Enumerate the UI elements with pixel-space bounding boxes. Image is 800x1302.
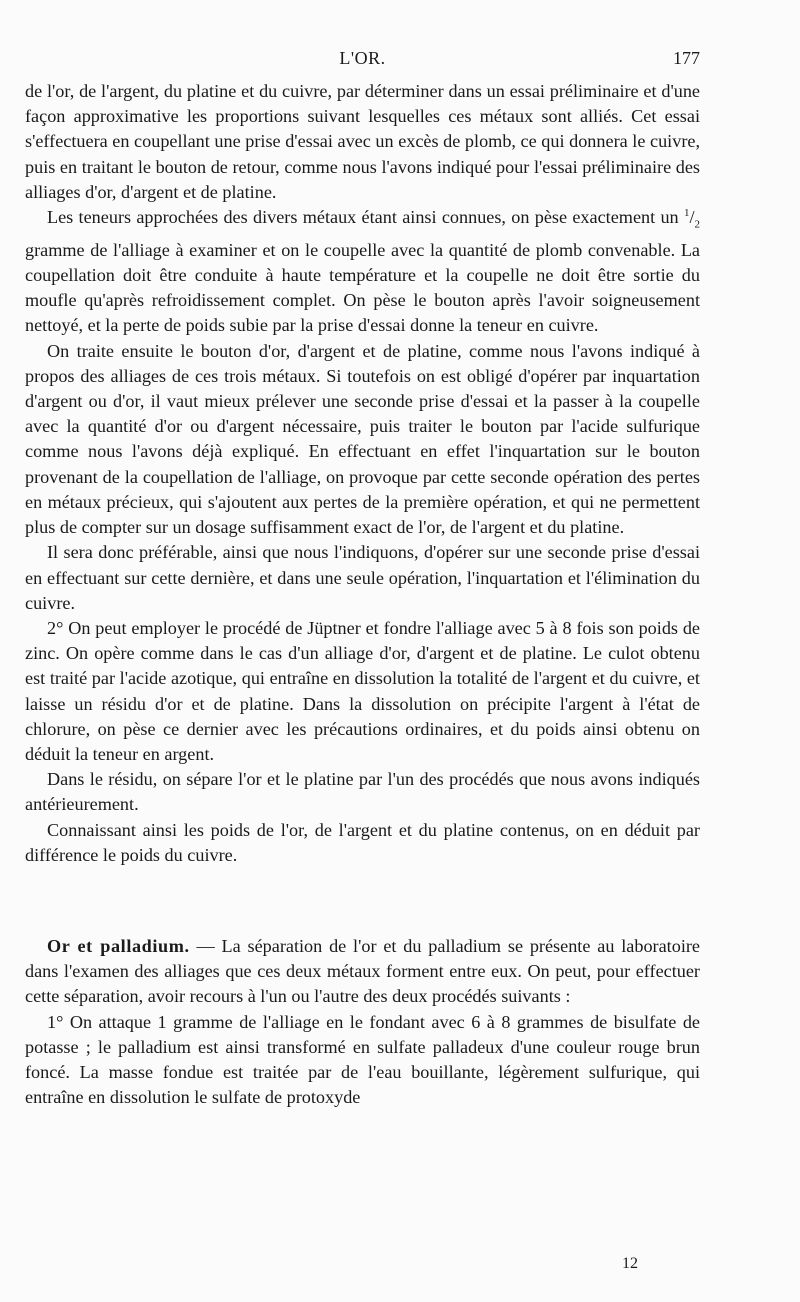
- fraction-numerator: 1: [683, 206, 690, 219]
- page-number: 177: [673, 48, 700, 68]
- paragraph-bisulfate: 1° On attaque 1 gramme de l'alliage en le fondant avec 6 à 8 grammes de bisulfate de potasse ; le palladium est ainsi transformé en sulfate palladeux d'une couleur rouge brun foncé. La masse fondue est traitée par de l'eau bouillante, légèrement sulfurique, qui entraîne en dissolution le sulfate de protoxyde: [25, 1011, 700, 1108]
- paragraph-preferable: Il sera donc préférable, ainsi que nous l'indiquons, d'opérer sur une seconde prise d'essai en effectuant sur cette dernière, et dans une seule opération, l'inquartation et l'élimination du cuivre.: [25, 542, 700, 613]
- paragraph-bouton: On traite ensuite le bouton d'or, d'argent et de platine, comme nous l'avons indiqué à propos des alliages de ces trois métaux. Si toutefois on est obligé d'opérer par inquartation d'argent ou d'or, il vaut mieux prélever une seconde prise d'essai et la passer à la coupelle avec la quantité d'or ou d'argent nécessaire, puis traiter le bouton par l'acide sulfurique comme nous l'avons déjà expliqué. En effectuant en effet l'inquartation sur le bouton provenant de la coupellation de l'alliage, on provoque par cette seconde opération des pertes en métaux précieux, qui s'ajoutent aux pertes de la première opération, et qui ne permettent plus de compter sur un dosage suffisamment exact de l'or, de l'argent et du platine.: [25, 340, 700, 538]
- paragraph-residu: Dans le résidu, on sépare l'or et le platine par l'un des procédés que nous avons indiqués antérieurement.: [25, 769, 700, 815]
- section-heading: Or et palladium.: [47, 935, 190, 956]
- running-title: L'OR.: [339, 48, 386, 68]
- paragraph-palladium-text: La séparation de l'or et du palladium se présente au laboratoire dans l'examen des alliages que ces deux métaux forment entre eux. On peut, pour effectuer cette séparation, avoir recours à l'un ou l'autre des deux procédés suivants :: [25, 935, 701, 1007]
- body-text: [25, 79, 700, 1110]
- paragraph-teneurs-start: Les teneurs approchées des divers métaux étant ainsi connues, on pèse exactement un: [47, 207, 684, 228]
- heading-dash: —: [189, 935, 222, 956]
- paragraph-juptner: 2° On peut employer le procédé de Jüptner et fondre l'alliage avec 5 à 8 fois son poids de zinc. On opère comme dans le cas d'un alliage d'or, d'argent et de platine. Le culot obtenu est traité par l'acide azotique, qui entraîne en dissolution la totalité de l'argent et du cuivre, et laisse un résidu d'or et de platine. Dans la dissolution on précipite l'argent à l'état de chlorure, on pèse ce dernier avec les précautions ordinaires, et du poids ainsi obtenu on déduit la teneur en argent.: [25, 617, 700, 764]
- signature-number: 12: [622, 1255, 638, 1272]
- paragraph-palladium: [25, 934, 700, 1010]
- running-head: [25, 48, 700, 78]
- paragraph-cuivre: Connaissant ainsi les poids de l'or, de l'argent et du platine contenus, on en déduit par différence le poids du cuivre.: [25, 819, 700, 865]
- paragraph-continuation: de l'or, de l'argent, du platine et du cuivre, par déterminer dans un essai préliminaire et d'une façon approximative les proportions suivant lesquelles ces métaux sont alliés. Cet essai s'effectuera en coupellant une prise d'essai avec un excès de plomb, ce qui donnera le cuivre, puis en traitant le bouton de retour, comme nous l'avons indiqué pour l'essai préliminaire des alliages d'or, d'argent et de platine.: [25, 81, 700, 202]
- fraction-denominator: 2: [694, 218, 700, 231]
- paragraph-teneurs-end: gramme de l'alliage à examiner et on le coupelle avec la quantité de plomb convenable. La coupellation doit être conduite à haute température et la coupelle ne doit être sortie du moufle qu'après refroidissement complet. On pèse le bouton après l'avoir soigneusement nettoyé, et la perte de poids subie par la prise d'essai donne la teneur en cuivre.: [25, 239, 700, 336]
- section-gap: [25, 868, 700, 934]
- paragraph-teneurs: Les teneurs approchées des divers métaux étant ainsi connues, on pèse exactement un $^1/_2$ gramme de l'alliage à examiner et on le coupelle avec la quantité de plomb convenable. La coupellation doit être conduite à haute température et la coupelle ne doit être sortie du moufle qu'après refroidissement complet. On pèse le bouton après l'avoir soigneusement nettoyé, et la perte de poids subie par la prise d'essai donne la teneur en cuivre.: [25, 206, 700, 336]
